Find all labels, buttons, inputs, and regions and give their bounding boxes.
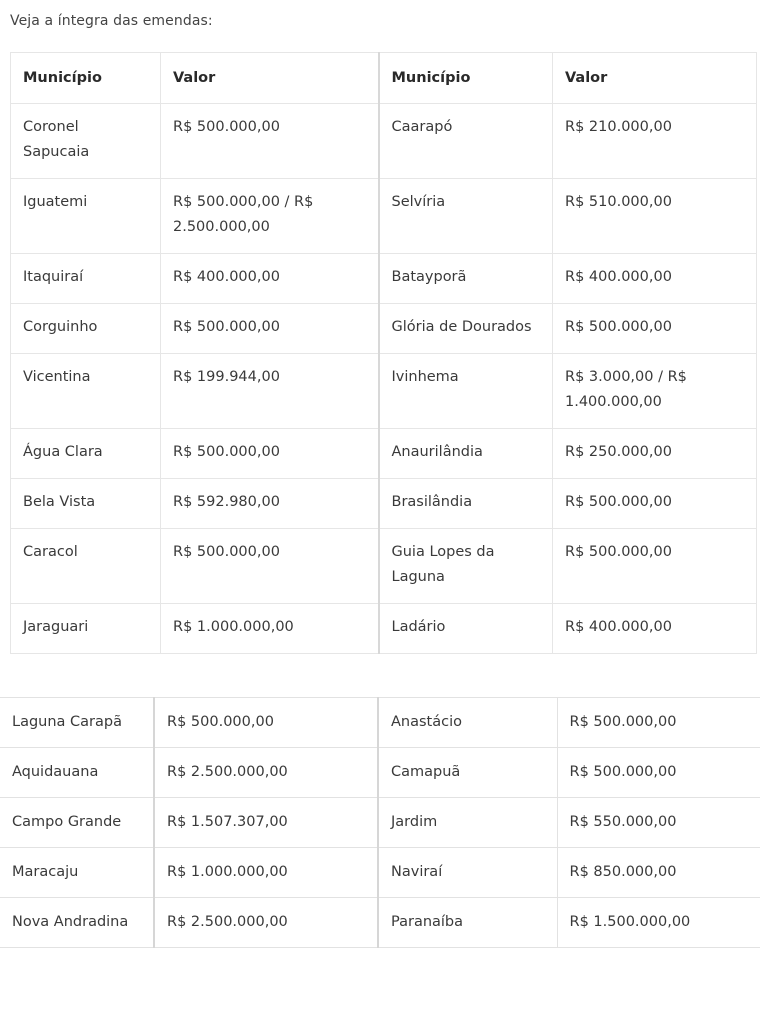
valor-cell: R$ 400.000,00 xyxy=(553,604,757,654)
municipio-cell: Caarapó xyxy=(379,104,553,179)
table-row xyxy=(11,104,757,179)
municipio-cell: Vicentina xyxy=(11,354,161,429)
valor-cell: R$ 400.000,00 xyxy=(161,254,379,304)
municipio-cell: Corguinho xyxy=(11,304,161,354)
table-row xyxy=(11,254,757,304)
valor-cell: R$ 1.000.000,00 xyxy=(154,848,378,898)
valor-cell: R$ 250.000,00 xyxy=(553,429,757,479)
municipio-cell: Jaraguari xyxy=(11,604,161,654)
valor-cell: R$ 1.000.000,00 xyxy=(161,604,379,654)
municipio-cell: Itaquiraí xyxy=(11,254,161,304)
valor-cell: R$ 3.000,00 / R$ 1.400.000,00 xyxy=(553,354,757,429)
table-row xyxy=(11,429,757,479)
valor-cell: R$ 550.000,00 xyxy=(557,798,760,848)
valor-cell: R$ 500.000,00 / R$ 2.500.000,00 xyxy=(161,179,379,254)
table-row xyxy=(0,848,760,898)
header-municipio: Município xyxy=(11,53,161,104)
valor-cell: R$ 2.500.000,00 xyxy=(154,748,378,798)
municipio-cell: Guia Lopes da Laguna xyxy=(379,529,553,604)
table-row xyxy=(11,479,757,529)
municipio-cell: Laguna Carapã xyxy=(0,698,154,748)
table-row xyxy=(0,898,760,948)
municipio-cell: Batayporã xyxy=(379,254,553,304)
municipio-cell: Naviraí xyxy=(378,848,557,898)
table-row xyxy=(11,304,757,354)
header-valor: Valor xyxy=(161,53,379,104)
table-row xyxy=(11,604,757,654)
emendas-table-top xyxy=(10,52,757,654)
valor-cell: R$ 592.980,00 xyxy=(161,479,379,529)
valor-cell: R$ 1.500.000,00 xyxy=(557,898,760,948)
valor-cell: R$ 500.000,00 xyxy=(553,304,757,354)
municipio-cell: Selvíria xyxy=(379,179,553,254)
table-row xyxy=(0,748,760,798)
table-row xyxy=(11,354,757,429)
municipio-cell: Nova Andradina xyxy=(0,898,154,948)
municipio-cell: Anastácio xyxy=(378,698,557,748)
valor-cell: R$ 2.500.000,00 xyxy=(154,898,378,948)
valor-cell: R$ 850.000,00 xyxy=(557,848,760,898)
municipio-cell: Água Clara xyxy=(11,429,161,479)
emendas-table-bottom xyxy=(0,697,760,948)
table-row xyxy=(11,179,757,254)
valor-cell: R$ 500.000,00 xyxy=(161,104,379,179)
valor-cell: R$ 500.000,00 xyxy=(557,698,760,748)
municipio-cell: Ladário xyxy=(379,604,553,654)
valor-cell: R$ 199.944,00 xyxy=(161,354,379,429)
valor-cell: R$ 500.000,00 xyxy=(553,479,757,529)
table-row xyxy=(11,529,757,604)
municipio-cell: Brasilândia xyxy=(379,479,553,529)
municipio-cell: Ivinhema xyxy=(379,354,553,429)
municipio-cell: Iguatemi xyxy=(11,179,161,254)
header-valor: Valor xyxy=(553,53,757,104)
municipio-cell: Coronel Sapucaia xyxy=(11,104,161,179)
intro-text: Veja a íntegra das emendas: xyxy=(10,13,213,29)
table-row xyxy=(0,698,760,748)
municipio-cell: Bela Vista xyxy=(11,479,161,529)
valor-cell: R$ 500.000,00 xyxy=(154,698,378,748)
valor-cell: R$ 210.000,00 xyxy=(553,104,757,179)
valor-cell: R$ 500.000,00 xyxy=(161,529,379,604)
municipio-cell: Campo Grande xyxy=(0,798,154,848)
header-municipio: Município xyxy=(379,53,553,104)
municipio-cell: Jardim xyxy=(378,798,557,848)
municipio-cell: Anaurilândia xyxy=(379,429,553,479)
municipio-cell: Camapuã xyxy=(378,748,557,798)
municipio-cell: Glória de Dourados xyxy=(379,304,553,354)
header-row xyxy=(11,53,757,104)
table-row xyxy=(0,798,760,848)
valor-cell: R$ 500.000,00 xyxy=(557,748,760,798)
page-break xyxy=(0,678,760,696)
valor-cell: R$ 500.000,00 xyxy=(553,529,757,604)
valor-cell: R$ 500.000,00 xyxy=(161,304,379,354)
valor-cell: R$ 400.000,00 xyxy=(553,254,757,304)
municipio-cell: Caracol xyxy=(11,529,161,604)
valor-cell: R$ 1.507.307,00 xyxy=(154,798,378,848)
municipio-cell: Maracaju xyxy=(0,848,154,898)
municipio-cell: Paranaíba xyxy=(378,898,557,948)
municipio-cell: Aquidauana xyxy=(0,748,154,798)
valor-cell: R$ 500.000,00 xyxy=(161,429,379,479)
valor-cell: R$ 510.000,00 xyxy=(553,179,757,254)
